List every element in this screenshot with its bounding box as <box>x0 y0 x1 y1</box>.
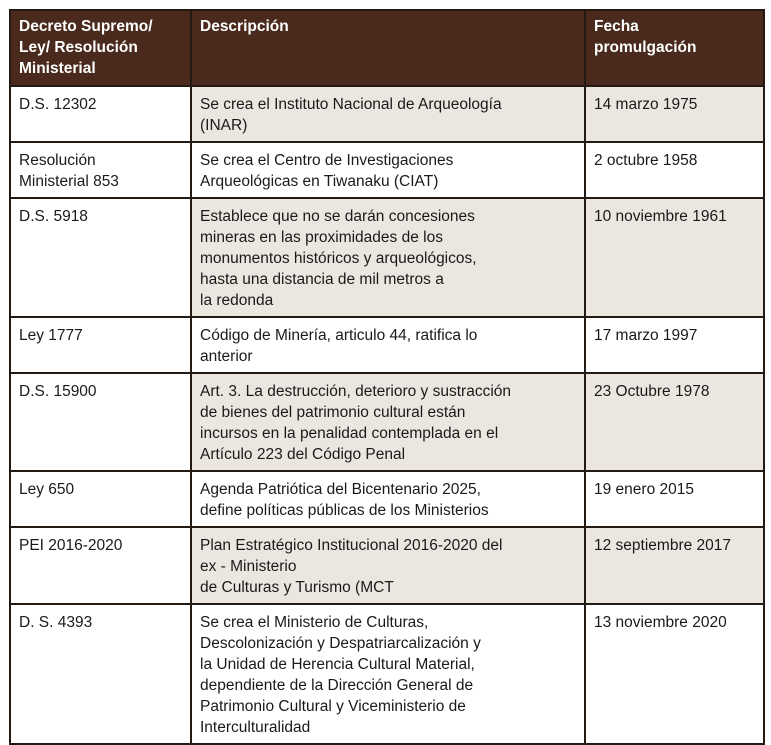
header-descripcion: Descripción <box>191 10 585 86</box>
cell-norma: D.S. 12302 <box>10 86 191 142</box>
cell-norma: Resolución Ministerial 853 <box>10 142 191 198</box>
cell-descripcion: Plan Estratégico Institucional 2016-2020 del ex - Ministerio de Culturas y Turismo (MCT <box>191 527 585 604</box>
table-header-row <box>10 10 764 86</box>
table-row <box>10 86 764 142</box>
header-fecha: Fecha promulgación <box>585 10 764 86</box>
cell-norma: D.S. 15900 <box>10 373 191 471</box>
cell-descripcion: Se crea el Instituto Nacional de Arqueología (INAR) <box>191 86 585 142</box>
cell-fecha: 19 enero 2015 <box>585 471 764 527</box>
cell-descripcion: Se crea el Ministerio de Culturas, Descolonización y Despatriarcalización y la Unidad de Herencia Cultural Material, dependiente de la Dirección General de Patrimonio Cultural y Viceministerio de Interculturalidad <box>191 604 585 744</box>
cell-fecha: 12 septiembre 2017 <box>585 527 764 604</box>
table-row <box>10 604 764 744</box>
cell-fecha: 23 Octubre 1978 <box>585 373 764 471</box>
cell-norma: D. S. 4393 <box>10 604 191 744</box>
table-row <box>10 471 764 527</box>
cell-norma: Ley 1777 <box>10 317 191 373</box>
cell-fecha: 17 marzo 1997 <box>585 317 764 373</box>
table-row <box>10 373 764 471</box>
table-row <box>10 527 764 604</box>
cell-norma: Ley 650 <box>10 471 191 527</box>
table-row <box>10 198 764 317</box>
cell-descripcion: Establece que no se darán concesiones mineras en las proximidades de los monumentos históricos y arqueológicos, hasta una distancia de mil metros a la redonda <box>191 198 585 317</box>
cell-descripcion: Art. 3. La destrucción, deterioro y sustracción de bienes del patrimonio cultural están incursos en la penalidad contemplada en el Artículo 223 del Código Penal <box>191 373 585 471</box>
cell-fecha: 14 marzo 1975 <box>585 86 764 142</box>
table-row <box>10 142 764 198</box>
table-row <box>10 317 764 373</box>
cell-fecha: 10 noviembre 1961 <box>585 198 764 317</box>
cell-fecha: 2 octubre 1958 <box>585 142 764 198</box>
cell-descripcion: Código de Minería, articulo 44, ratifica lo anterior <box>191 317 585 373</box>
cell-descripcion: Se crea el Centro de Investigaciones Arqueológicas en Tiwanaku (CIAT) <box>191 142 585 198</box>
header-norma: Decreto Supremo/ Ley/ Resolución Ministerial <box>10 10 191 86</box>
legal-framework-table <box>9 9 765 745</box>
cell-descripcion: Agenda Patriótica del Bicentenario 2025, define políticas públicas de los Ministerios <box>191 471 585 527</box>
cell-norma: PEI 2016-2020 <box>10 527 191 604</box>
cell-norma: D.S. 5918 <box>10 198 191 317</box>
cell-fecha: 13 noviembre 2020 <box>585 604 764 744</box>
